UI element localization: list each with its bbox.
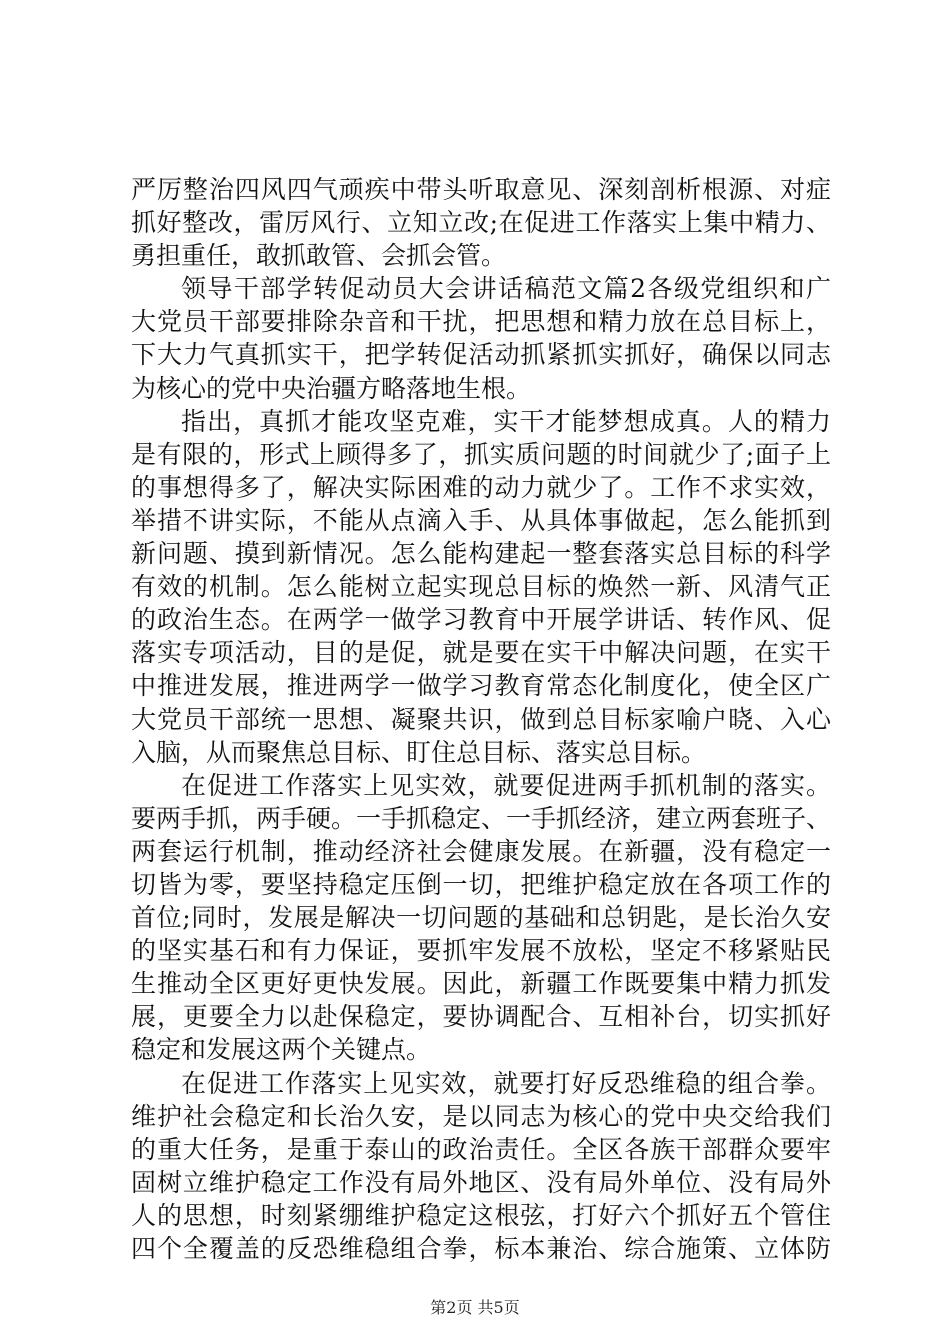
text-line: 生推动全区更好更快发展。因此，新疆工作既要集中精力抓发 [131,969,831,999]
text-line: 四个全覆盖的反恐维稳组合拳，标本兼治、综合施策、立体防 [131,1234,831,1263]
text-line: 在促进工作落实上见实效，就要打好反恐维稳的组合拳。 [181,1068,831,1098]
text-line: 人的思想，时刻紧绷维护稳定这根弦，打好六个抓好五个管住 [131,1200,831,1230]
text-line: 两套运行机制，推动经济社会健康发展。在新疆，没有稳定一 [131,836,831,866]
paragraph [131,1067,831,1266]
paragraph [131,405,831,769]
text-line: 为核心的党中央治疆方略落地生根。 [131,373,532,403]
text-line: 的重大任务，是重于泰山的政治责任。全区各族干部群众要牢 [131,1134,831,1164]
text-line: 领导干部学转促动员大会讲话稿范文篇2各级党组织和广 [181,274,831,304]
text-line: 严厉整治四风四气顽疾中带头听取意见、深刻剖析根源、对症 [131,175,831,204]
text-line: 切皆为零，要坚持稳定压倒一切，把维护稳定放在各项工作的 [131,869,831,899]
text-line: 大党员干部统一思想、凝聚共识，做到总目标家喻户晓、入心 [131,704,831,734]
text-line: 的事想得多了，解决实际困难的动力就少了。工作不求实效， [131,472,831,502]
paragraph [131,272,831,404]
text-line: 的政治生态。在两学一做学习教育中开展学讲话、转作风、促 [131,605,831,635]
page-footer: 第2页 共5页 [430,1298,520,1317]
text-line: 抓好整改，雷厉风行、立知立改;在促进工作落实上集中精力、 [131,208,831,238]
text-line: 要两手抓，两手硬。一手抓稳定、一手抓经济，建立两套班子、 [131,803,832,833]
text-line: 举措不讲实际，不能从点滴入手、从具体事做起，怎么能抓到 [131,505,831,535]
text-line: 首位;同时，发展是解决一切问题的基础和总钥匙，是长治久安 [131,903,831,933]
text-line: 有效的机制。怎么能树立起实现总目标的焕然一新、风清气正 [131,572,831,602]
text-line: 维护社会稳定和长治久安，是以同志为核心的党中央交给我们 [131,1101,831,1131]
text-line: 下大力气真抓实干，把学转促活动抓紧抓实抓好，确保以同志 [131,340,831,370]
text-line: 在促进工作落实上见实效，就要促进两手抓机制的落实。 [181,770,831,800]
paragraph [131,769,831,1067]
text-line: 的坚实基石和有力保证，要抓牢发展不放松，坚定不移紧贴民 [131,936,831,966]
text-line: 展，更要全力以赴保稳定，要协调配合、互相补台，切实抓好 [131,1002,831,1032]
text-line: 中推进发展，推进两学一做学习教育常态化制度化，使全区广 [131,671,831,701]
text-line: 入脑，从而聚焦总目标、盯住总目标、落实总目标。 [131,737,707,767]
text-line: 稳定和发展这两个关键点。 [131,1035,432,1065]
text-line: 固树立维护稳定工作没有局外地区、没有局外单位、没有局外 [131,1167,831,1197]
text-line: 勇担重任，敢抓敢管、会抓会管。 [131,241,507,271]
paragraph [131,173,831,272]
text-line: 大党员干部要排除杂音和干扰，把思想和精力放在总目标上， [131,307,831,337]
text-line: 新问题、摸到新情况。怎么能构建起一整套落实总目标的科学 [131,539,831,569]
document-body [131,173,831,1265]
text-line: 指出，真抓才能攻坚克难，实干才能梦想成真。人的精力 [181,406,831,436]
text-line: 是有限的，形式上顾得多了，抓实质问题的时间就少了;面子上 [131,439,831,469]
text-line: 落实专项活动，目的是促，就是要在实干中解决问题，在实干 [131,638,831,668]
